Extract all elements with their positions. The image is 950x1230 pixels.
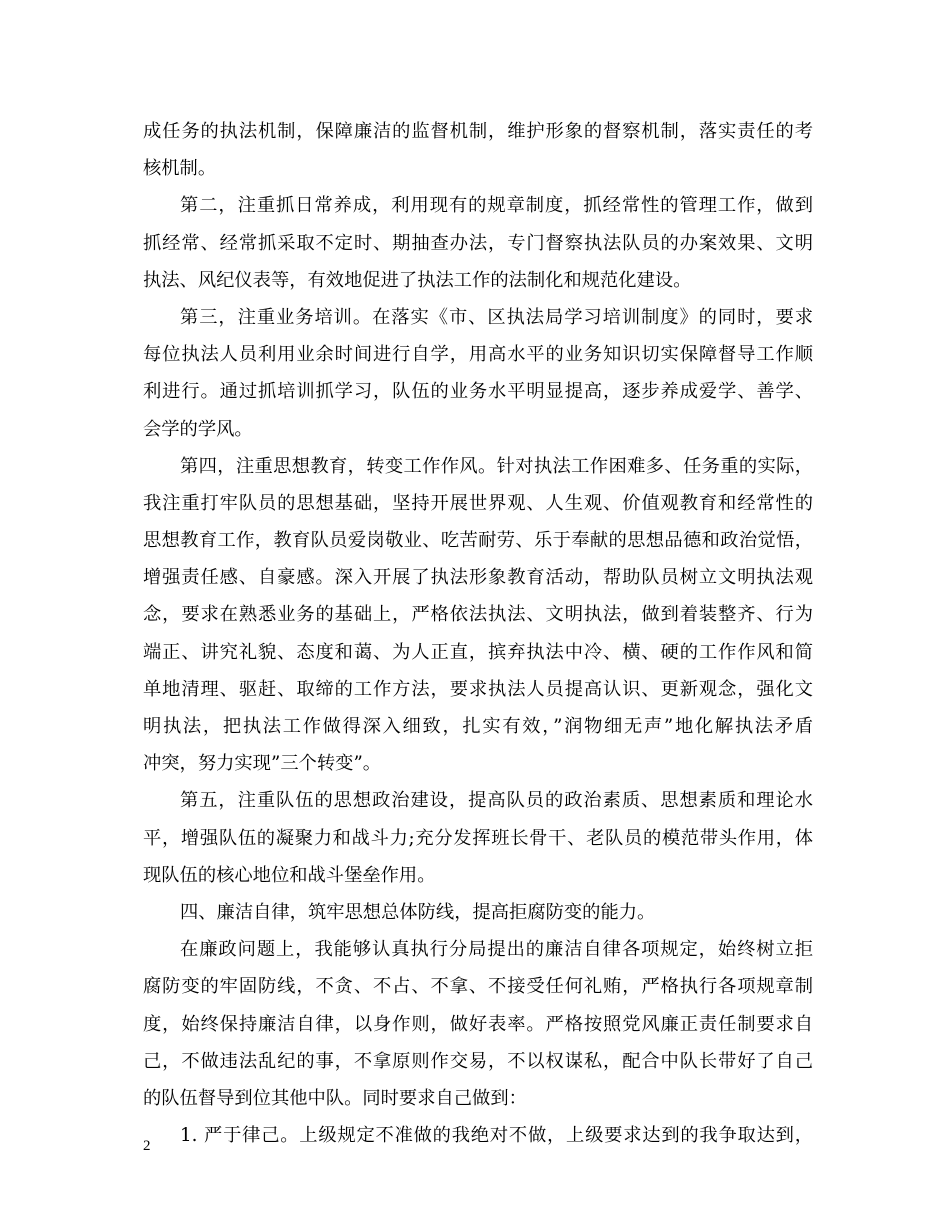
text-line: 四、廉洁自律，筑牢思想总体防线，提高拒腐防变的能力。 — [180, 901, 656, 923]
text-line: 每位执法人员利用业余时间进行自学，用高水平的业务知识切实保障督导工作顺 — [143, 344, 813, 366]
text-line: 抓经常、经常抓采取不定时、期抽查办法，专门督察执法队员的办案效果、文明 — [143, 232, 813, 254]
text-line: 冲突，努力实现”三个转变”。 — [143, 753, 382, 775]
text-line: 的队伍督导到位其他中队。同时要求自己做到： — [143, 1087, 527, 1109]
text-line: 我注重打牢队员的思想基础，坚持开展世界观、人生观、价值观教育和经常性的 — [143, 492, 813, 514]
text-line: 1. 严于律己。上级规定不准做的我绝对不做，上级要求达到的我争取达到， — [180, 1125, 813, 1147]
text-line: 第四，注重思想教育，转变工作作风。针对执法工作困难多、任务重的实际， — [180, 455, 813, 477]
text-line: 第二，注重抓日常养成，利用现有的规章制度，抓经常性的管理工作，做到 — [180, 195, 813, 217]
text-line: 在廉政问题上，我能够认真执行分局提出的廉洁自律各项规定，始终树立拒 — [180, 939, 813, 961]
text-line: 明执法，把执法工作做得深入细致，扎实有效，”润物细无声”地化解执法矛盾 — [143, 716, 813, 737]
text-line: 端正、讲究礼貌、态度和蔼、为人正直，摈弃执法中冷、横、硬的工作作风和简 — [143, 641, 813, 663]
text-line: 念，要求在熟悉业务的基础上，严格依法执法、文明执法，做到着装整齐、行为 — [143, 604, 813, 626]
text-line: 增强责任感、自豪感。深入开展了执法形象教育活动，帮助队员树立文明执法观 — [143, 567, 813, 589]
text-line: 平，增强队伍的凝聚力和战斗力;充分发挥班长骨干、老队员的模范带头作用，体 — [143, 827, 813, 849]
text-line: 腐防变的牢固防线，不贪、不占、不拿、不接受任何礼贿，严格执行各项规章制 — [143, 976, 813, 998]
text-line: 思想教育工作，教育队员爱岗敬业、吃苦耐劳、乐于奉献的思想品德和政治觉悟， — [143, 530, 813, 552]
text-line: 核机制。 — [143, 158, 217, 180]
page-number: 2 — [143, 1138, 151, 1154]
text-line: 第三，注重业务培训。在落实《市、区执法局学习培训制度》的同时，要求 — [180, 306, 813, 328]
text-line: 现队伍的核心地位和战斗堡垒作用。 — [143, 864, 436, 886]
text-line: 执法、风纪仪表等，有效地促进了执法工作的法制化和规范化建设。 — [143, 269, 692, 291]
text-line: 第五，注重队伍的思想政治建设，提高队员的政治素质、思想素质和理论水 — [180, 790, 813, 812]
body-text — [143, 113, 813, 1154]
text-line: 己，不做违法乱纪的事，不拿原则作交易，不以权谋私，配合中队长带好了自己 — [143, 1050, 813, 1072]
text-line: 会学的学风。 — [143, 418, 253, 440]
text-line: 单地清理、驱赶、取缔的工作方法，要求执法人员提高认识、更新观念，强化文 — [143, 678, 813, 700]
text-line: 成任务的执法机制，保障廉洁的监督机制，维护形象的督察机制，落实责任的考 — [143, 121, 813, 142]
text-line: 度，始终保持廉洁自律，以身作则，做好表率。严格按照党风廉正责任制要求自 — [143, 1013, 813, 1035]
text-line: 利进行。通过抓培训抓学习，队伍的业务水平明显提高，逐步养成爱学、善学、 — [143, 381, 813, 403]
